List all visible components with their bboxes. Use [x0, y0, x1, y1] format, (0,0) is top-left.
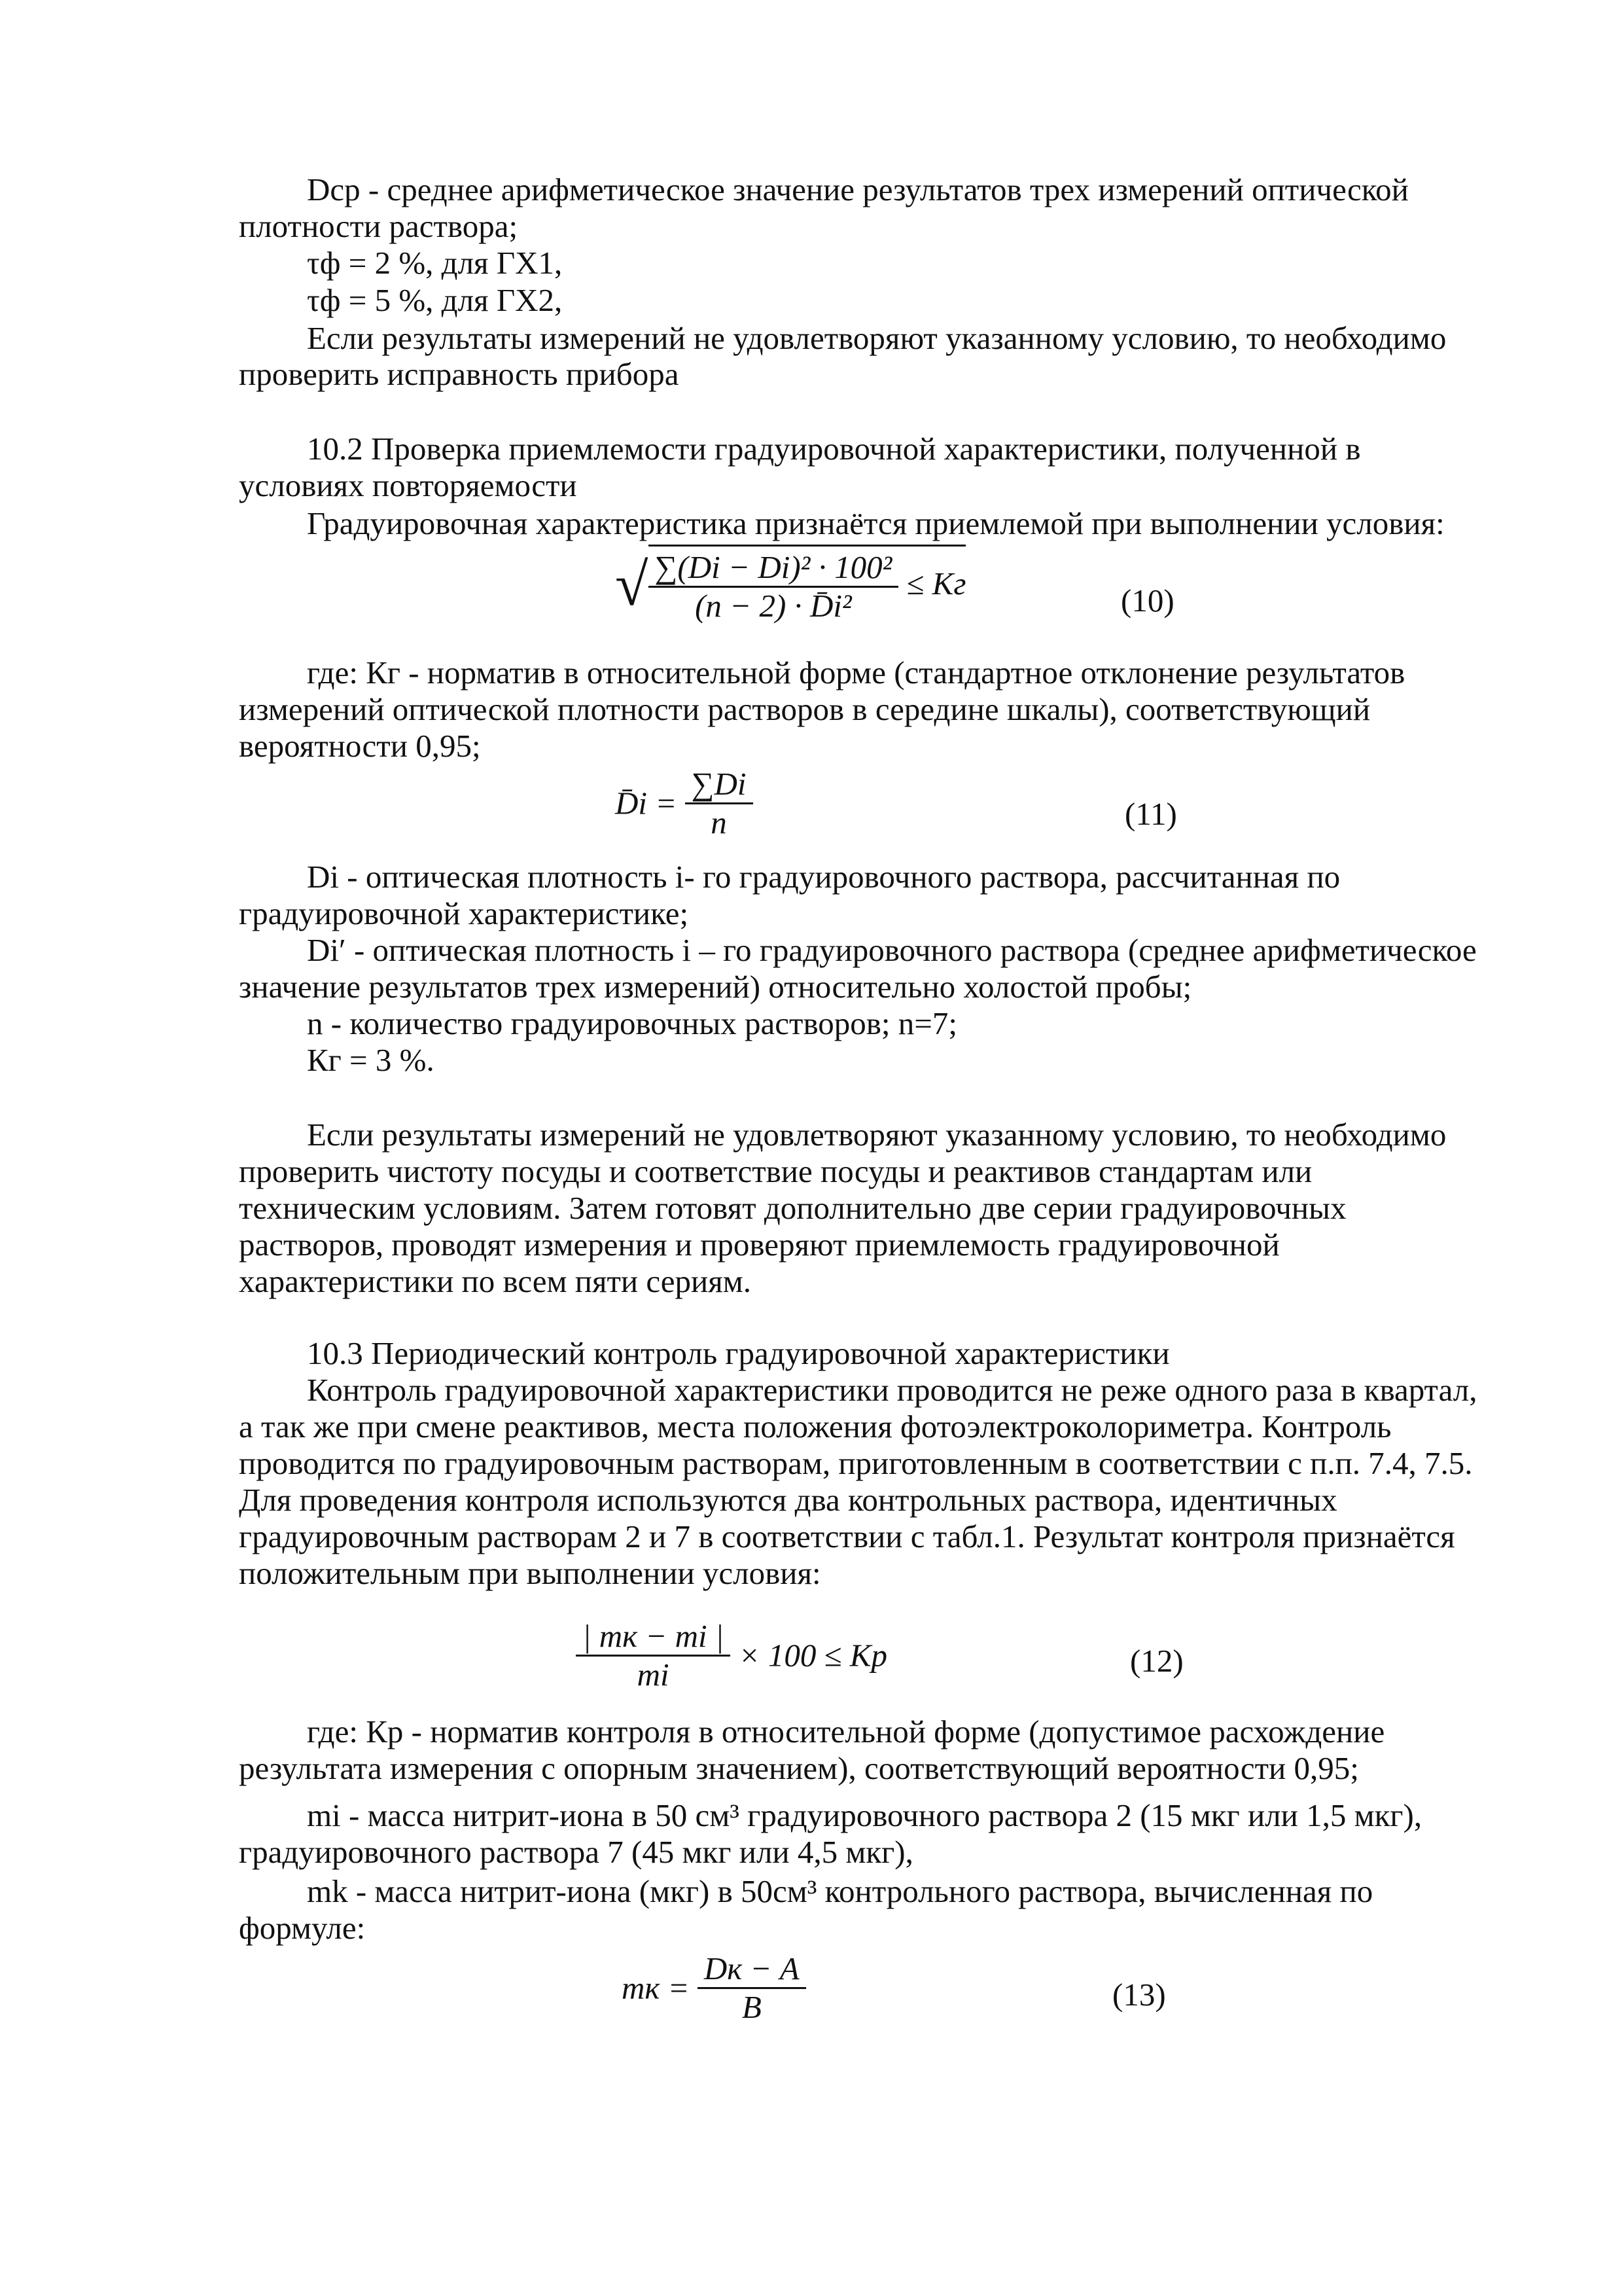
section-10-3-line1: Контроль градуировочной характеристики проводится не реже одного раза в квартал,	[307, 1372, 1477, 1408]
paragraph-check-device-line2: проверить исправность прибора	[239, 356, 679, 392]
formula-11	[615, 766, 753, 841]
formula-12-rhs: × 100 ≤ Kр	[738, 1637, 887, 1674]
sqrt-symbol: √	[615, 551, 648, 618]
formula-13	[622, 1950, 806, 2026]
mk-definition-line2: формуле:	[239, 1910, 366, 1946]
section-10-3-line4: Для проведения контроля используются два контрольных раствора, идентичных	[239, 1482, 1337, 1518]
tau-gh1: τф = 2 %, для ГХ1,	[307, 245, 563, 281]
formula-10	[615, 545, 966, 624]
formula-13-label: (13)	[1112, 1977, 1166, 2013]
kp-definition-line1: где: Кр - норматив контроля в относительной форме (допустимое расхождение	[307, 1713, 1385, 1749]
mi-definition-line2: градуировочного раствора 7 (45 мкг или 4,5 мкг),	[239, 1834, 913, 1870]
formula-10-rhs: ≤ Kг	[906, 565, 966, 601]
formula-13-lhs: mк =	[622, 1969, 690, 2006]
mi-definition-line1: mі - масса нитрит-иона в 50 см³ градуировочного раствора 2 (15 мкг или 1,5 мкг),	[307, 1797, 1422, 1833]
di-prime-definition-line1: Dі′ - оптическая плотность і – го градуировочного раствора (среднее арифметическое	[307, 932, 1477, 968]
mk-definition-line1: mk - масса нитрит-иона (мкг) в 50см³ контрольного раствора, вычисленная по	[307, 1873, 1373, 1909]
formula-11-lhs: D̄і =	[615, 785, 677, 821]
paragraph-remedy-line5: характеристики по всем пяти сериям.	[239, 1263, 751, 1299]
paragraph-dcp-line1: Dср - среднее арифметическое значение результатов трех измерений оптической	[307, 171, 1409, 207]
formula-11-label: (11)	[1125, 796, 1177, 832]
formula-10-numerator: ∑(Dі − Dі)² · 100²	[648, 549, 899, 588]
kg-definition-line1: где: Кг - норматив в относительной форме (стандартное отклонение результатов	[307, 655, 1405, 691]
formula-13-denominator: B	[741, 1989, 762, 2025]
formula-13-numerator: Dк − A	[697, 1950, 806, 1989]
formula-10-denominator: (n − 2) · D̄і²	[695, 588, 852, 624]
paragraph-remedy-line3: техническим условиям. Затем готовят дополнительно две серии градуировочных	[239, 1190, 1347, 1226]
section-10-2-title-line1: 10.2 Проверка приемлемости градуировочной характеристики, полученной в	[307, 431, 1361, 467]
section-10-2-condition: Градуировочная характеристика признаётся приемлемой при выполнении условия:	[307, 505, 1445, 541]
n-definition: n - количество градуировочных растворов; n=7;	[307, 1005, 958, 1041]
paragraph-remedy-line4: растворов, проводят измерения и проверяют приемлемость градуировочной	[239, 1227, 1280, 1263]
section-10-3-line2: а так же при смене реактивов, места положения фотоэлектроколориметра. Контроль	[239, 1408, 1392, 1444]
formula-12	[576, 1618, 887, 1693]
formula-11-numerator: ∑Dі	[685, 766, 753, 804]
formula-12-numerator: | mк − mі |	[576, 1618, 730, 1657]
paragraph-remedy-line1: Если результаты измерений не удовлетворяют указанному условию, то необходимо	[307, 1117, 1447, 1153]
paragraph-check-device-line1: Если результаты измерений не удовлетворяют указанному условию, то необходимо	[307, 320, 1447, 356]
section-10-3-line5: градуировочным растворам 2 и 7 в соответствии с табл.1. Результат контроля признаётся	[239, 1518, 1455, 1554]
formula-10-label: (10)	[1121, 583, 1174, 619]
paragraph-dcp-line2: плотности раствора;	[239, 208, 518, 244]
formula-12-denominator: mі	[637, 1657, 669, 1693]
formula-11-denominator: n	[711, 804, 727, 840]
kg-definition-line2: измерений оптической плотности растворов в середине шкалы), соответствующий	[239, 691, 1371, 727]
kg-value: Кг = 3 %.	[307, 1042, 434, 1078]
di-prime-definition-line2: значение результатов трех измерений) относительно холостой пробы;	[239, 969, 1192, 1005]
di-definition-line2: градуировочной характеристике;	[239, 895, 689, 931]
kp-definition-line2: результата измерения с опорным значением), соответствующий вероятности 0,95;	[239, 1750, 1359, 1786]
paragraph-remedy-line2: проверить чистоту посуды и соответствие посуды и реактивов стандартам или	[239, 1153, 1313, 1189]
section-10-3-title: 10.3 Периодический контроль градуировочной характеристики	[307, 1335, 1170, 1371]
formula-12-label: (12)	[1130, 1643, 1184, 1679]
section-10-2-title-line2: условиях повторяемости	[239, 467, 577, 503]
tau-gh2: τф = 5 %, для ГХ2,	[307, 282, 563, 318]
kg-definition-line3: вероятности 0,95;	[239, 728, 481, 764]
section-10-3-line3: проводится по градуировочным растворам, приготовленным в соответствии с п.п. 7.4, 7.5.	[239, 1445, 1473, 1481]
di-definition-line1: Dі - оптическая плотность і- го градуировочного раствора, рассчитанная по	[307, 859, 1341, 895]
section-10-3-line6: положительным при выполнении условия:	[239, 1555, 821, 1591]
